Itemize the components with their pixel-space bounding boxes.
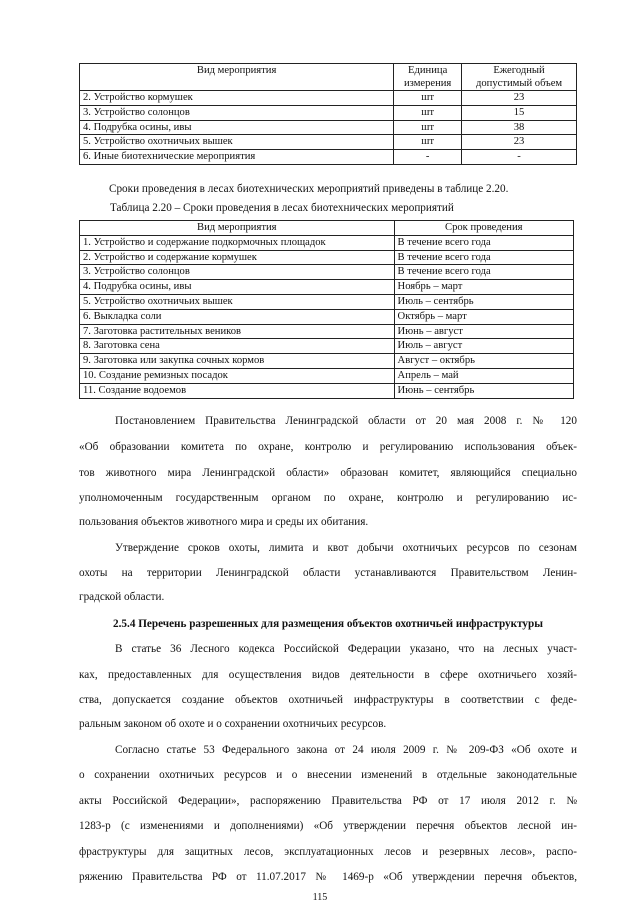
- paragraph-line: градской области.: [79, 591, 165, 603]
- table-caption: Таблица 2.20 – Сроки проведения в лесах биотехнических мероприятий: [110, 202, 454, 214]
- table-cell: шт: [394, 120, 462, 135]
- table-cell: 2. Устройство и содержание кормушек: [80, 250, 395, 265]
- table-cell: Июнь – сентябрь: [394, 383, 573, 398]
- table-cell: 15: [462, 105, 577, 120]
- table-row: [80, 120, 577, 135]
- paragraph-line: ках, предоставленных для осуществления видов деятельности в сфере охотничьего хозяй-: [79, 669, 577, 681]
- paragraph-line: Утверждение сроков охоты, лимита и квот добычи охотничьих ресурсов по сезонам: [115, 542, 577, 554]
- table-row: [80, 368, 574, 383]
- table-cell: шт: [394, 135, 462, 150]
- table-row: [80, 324, 574, 339]
- table-row: [80, 383, 574, 398]
- table-row: [80, 280, 574, 295]
- paragraph-line: фраструктуры для защитных лесов, эксплуатационных лесов и резервных лесов», распо-: [79, 846, 577, 858]
- table-cell: 5. Устройство охотничьих вышек: [80, 294, 395, 309]
- table-cell: 8. Заготовка сена: [80, 339, 395, 354]
- table-cell: Август – октябрь: [394, 354, 573, 369]
- table-cell: Июль – сентябрь: [394, 294, 573, 309]
- table-cell: 3. Устройство солонцов: [80, 105, 394, 120]
- table-cell: 2. Устройство кормушек: [80, 91, 394, 106]
- table-cell: -: [394, 150, 462, 165]
- table-cell: 5. Устройство охотничьих вышек: [80, 135, 394, 150]
- table-row: [80, 150, 577, 165]
- table-row: [80, 250, 574, 265]
- table-cell: 6. Выкладка соли: [80, 309, 395, 324]
- table-cell: 23: [462, 91, 577, 106]
- paragraph-line: «Об образовании комитета по охране, контролю и регулированию использования объек-: [79, 441, 577, 453]
- table-row: [80, 91, 577, 106]
- activities-volume-table: [79, 63, 577, 165]
- paragraph-line: тов животного мира Ленинградской области» образован комитет, являющийся специально: [79, 467, 577, 479]
- table-row: [80, 354, 574, 369]
- table-row: [80, 309, 574, 324]
- table-row: [80, 294, 574, 309]
- table-row: [80, 105, 577, 120]
- table-cell: Июль – август: [394, 339, 573, 354]
- paragraph-line: Согласно статье 53 Федерального закона от 24 июля 2009 г. № 209-ФЗ «Об охоте и: [115, 744, 577, 756]
- paragraph-line: ральным законом об охоте и о сохранении охотничьих ресурсов.: [79, 718, 387, 730]
- table-cell: В течение всего года: [394, 250, 573, 265]
- page-number: 115: [312, 892, 328, 903]
- paragraph-line: Постановлением Правительства Ленинградской области от 20 мая 2008 г. № 120: [115, 415, 577, 427]
- column-header-activity: Вид мероприятия: [80, 64, 394, 91]
- paragraph-line: пользования объектов животного мира и среды их обитания.: [79, 516, 369, 528]
- paragraph-line: охоты на территории Ленинградской области устанавливаются Правительством Ленин-: [79, 567, 577, 579]
- paragraph-line: о сохранении охотничьих ресурсов и о внесении изменений в отдельные законодательные: [79, 769, 577, 781]
- table-cell: Ноябрь – март: [394, 280, 573, 295]
- table-cell: 1. Устройство и содержание подкормочных площадок: [80, 235, 395, 250]
- table-row: [80, 265, 574, 280]
- table-cell: 10. Создание ремизных посадок: [80, 368, 395, 383]
- table-header-row: [80, 64, 577, 91]
- section-heading: 2.5.4 Перечень разрешенных для размещения объектов охотничьей инфраструктуры: [113, 618, 543, 630]
- table-cell: В течение всего года: [394, 235, 573, 250]
- paragraph-line: 1283-р (с изменениями и дополнениями) «Об утверждении перечня объектов лесной ин-: [79, 820, 577, 832]
- table-cell: шт: [394, 105, 462, 120]
- table-cell: 7. Заготовка растительных веников: [80, 324, 395, 339]
- table-cell: Июнь – август: [394, 324, 573, 339]
- table-cell: 23: [462, 135, 577, 150]
- table-cell: 4. Подрубка осины, ивы: [80, 120, 394, 135]
- table-cell: 6. Иные биотехнические мероприятия: [80, 150, 394, 165]
- table-cell: 3. Устройство солонцов: [80, 265, 395, 280]
- paragraph-line: ряжению Правительства РФ от 11.07.2017 № 1469-р «Об утверждении перечня объектов,: [79, 871, 577, 883]
- column-header-unit: Единица измерения: [394, 64, 462, 91]
- table-row: [80, 235, 574, 250]
- table-cell: В течение всего года: [394, 265, 573, 280]
- table-row: [80, 135, 577, 150]
- table-cell: Октябрь – март: [394, 309, 573, 324]
- activities-schedule-table: [79, 220, 574, 399]
- table-cell: 4. Подрубка осины, ивы: [80, 280, 395, 295]
- table-header-row: [80, 221, 574, 236]
- paragraph-line: акты Российской Федерации», распоряжению Правительства РФ от 17 июля 2012 г. №: [79, 795, 577, 807]
- table-cell: шт: [394, 91, 462, 106]
- table-intro-text: Сроки проведения в лесах биотехнических мероприятий приведены в таблице 2.20.: [109, 183, 509, 195]
- paragraph-line: ства, допускается создание объектов охотничьей инфраструктуры в соответствии с феде-: [79, 694, 577, 706]
- table-cell: 9. Заготовка или закупка сочных кормов: [80, 354, 395, 369]
- table-row: [80, 339, 574, 354]
- paragraph-line: В статье 36 Лесного кодекса Российской Федерации указано, что на лесных участ-: [115, 643, 577, 655]
- table-cell: 11. Создание водоемов: [80, 383, 395, 398]
- paragraph-line: уполномоченным государственным органом по охране, контролю и регулированию ис-: [79, 492, 577, 504]
- table-cell: 38: [462, 120, 577, 135]
- column-header-activity: Вид мероприятия: [80, 221, 395, 236]
- column-header-annual-volume: Ежегодный допустимый объем: [462, 64, 577, 91]
- column-header-period: Срок проведения: [394, 221, 573, 236]
- table-cell: -: [462, 150, 577, 165]
- table-cell: Апрель – май: [394, 368, 573, 383]
